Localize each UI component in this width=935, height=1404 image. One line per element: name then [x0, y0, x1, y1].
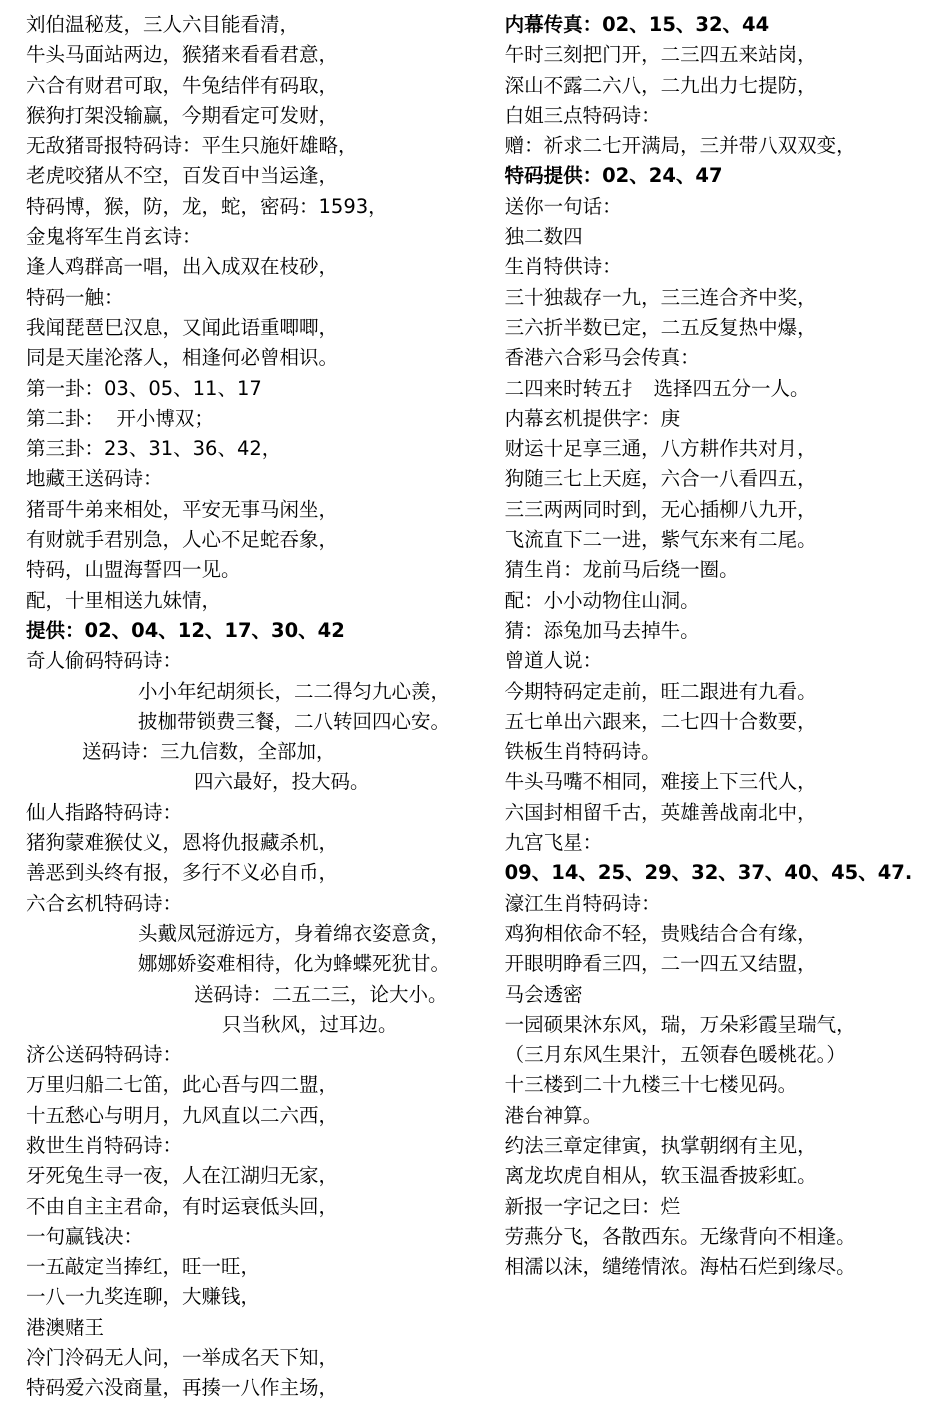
text-line: 今期特码定走前，旺二跟进有九看。 [504, 679, 817, 703]
text-line: 一句赢钱决： [26, 1224, 144, 1248]
text-line: 六合有财君可取，牛兔结伴有码取， [26, 73, 339, 97]
text-line: 离龙坎虎自相从，软玉温香披彩虹。 [504, 1164, 817, 1188]
text-line: 仙人指路特码诗： [26, 800, 183, 824]
text-line: 十五愁心与明月，九风直以二六西， [26, 1103, 339, 1127]
text-line: 内幕玄机提供字：庚 [504, 406, 681, 430]
text-line: 三六折半数已定，二五反复热中爆， [504, 315, 817, 339]
text-line: 披枷带锁费三餐，二八转回四心安。 [138, 709, 451, 733]
text-line: 独二数四 [504, 225, 583, 249]
text-line: 无敌猪哥报特码诗：平生只施奸雄略， [26, 134, 358, 158]
text-line: 白姐三点特码诗： [504, 103, 661, 127]
text-line: 十三楼到二十九楼三十七楼见码。 [504, 1073, 798, 1097]
text-line: 猪狗蒙难猴仗义，恩将仇报藏杀机， [26, 831, 339, 855]
text-line: 逢人鸡群高一唱，出入成双在枝砂， [26, 255, 339, 279]
text-line: 济公送码特码诗： [26, 1043, 183, 1067]
text-line: 内幕传真：02、15、32、44 [504, 13, 770, 36]
text-line: 万里归船二七笛，此心吾与四二盟， [26, 1073, 339, 1097]
text-line: 三十独裁存一九，三三连合齐中奖， [504, 285, 817, 309]
text-line: 冷门泠码无人问，一举成名天下知， [26, 1346, 339, 1370]
text-line: 救世生肖特码诗： [26, 1133, 183, 1157]
text-line: 第三卦：23、31、36、42， [26, 437, 282, 461]
text-line: 我闻琵琶巳汉息，又闻此语重唧唧， [26, 315, 339, 339]
text-line: 六国封相留千古，英雄善战南北中， [504, 800, 817, 824]
text-line: 开眼明睁看三四，二一四五又结盟， [504, 952, 817, 976]
text-line: 娜娜娇姿难相待，化为蜂蝶死犹甘。 [138, 952, 451, 976]
text-line: 特码一触： [26, 285, 124, 309]
text-line: 一八一九奖连聊，大赚钱， [26, 1285, 261, 1309]
text-line: 牙死兔生寻一夜，人在江湖归无家， [26, 1164, 339, 1188]
text-line: 刘伯温秘芨，三人六目能看清， [26, 13, 300, 36]
text-line: 牛头马嘴不相同，难接上下三代人， [504, 770, 817, 794]
text-line: 小小年纪胡须长，二二得匀九心羡， [138, 679, 451, 703]
text-line: 送码诗：二五二三，论大小。 [194, 982, 448, 1006]
text-line: 新报一字记之曰：烂 [504, 1194, 681, 1218]
text-line: 老虎咬猪从不空，百发百中当运逢， [26, 164, 339, 188]
text-line: 提供：02、04、12、17、30、42 [26, 618, 345, 642]
text-line: 特码提供：02、24、47 [504, 164, 723, 188]
text-line: 猜：添兔加马去掉牛。 [504, 618, 700, 642]
text-line: 配，十里相送九妹情， [26, 588, 222, 612]
text-line: 铁板生肖特码诗。 [504, 740, 661, 764]
text-line: 飞流直下二一进，紫气东来有二尾。 [504, 528, 817, 552]
text-line: 特码博，猴，防，龙，蛇，密码：1593， [26, 194, 388, 218]
text-line: 第二卦： 开小博双； [26, 406, 214, 430]
text-line: 不由自主主君命，有时运衰低头回， [26, 1194, 339, 1218]
text-line: 狗随三七上天庭，六合一八看四五， [504, 467, 817, 491]
text-line: 09、14、25、29、32、37、40、45、47. [504, 861, 913, 885]
text-line: 赠：祈求二七开满局，三并带八双双变， [504, 134, 856, 158]
left-column [26, 10, 499, 1404]
text-line: 奇人偷码特码诗： [26, 649, 183, 673]
text-line: 只当秋风，过耳边。 [222, 1012, 398, 1036]
right-column [499, 10, 921, 1282]
text-line: 午时三刻把门开，二三四五来站岗， [504, 43, 817, 67]
text-line: 头戴凤冠游远方，身着绵衣姿意贪， [138, 921, 451, 945]
text-line: 二四来时转五扌 选择四五分一人。 [504, 376, 810, 400]
text-line: 送码诗：三九信数，全部加， [82, 740, 336, 764]
text-line: 濠江生肖特码诗： [504, 891, 661, 915]
text-line: 劳燕分飞，各散西东。无缘背向不相逢。 [504, 1224, 856, 1248]
text-line: 特码，山盟海誓四一见。 [26, 558, 241, 582]
text-line: 送你一句话： [504, 194, 622, 218]
text-line: 一园硕果沐东风，瑞，万朵彩霞呈瑞气， [504, 1012, 856, 1036]
text-line: 马会透密 [504, 982, 583, 1006]
text-line: 六合玄机特码诗： [26, 891, 183, 915]
text-line: （三月东风生果汁，五领春色暖桃花。） [504, 1043, 846, 1067]
text-line: 一五敲定当捧红，旺一旺， [26, 1255, 261, 1279]
text-line: 有财就手君别急，人心不足蛇吞象， [26, 528, 339, 552]
text-line: 牛头马面站两边，猴猪来看看君意， [26, 43, 339, 67]
text-line: 曾道人说： [504, 649, 603, 673]
text-line: 五七单出六跟来，二七四十合数要， [504, 709, 817, 733]
text-line: 香港六合彩马会传真： [504, 346, 700, 370]
text-line: 港台神算。 [504, 1103, 603, 1127]
text-line: 四六最好，投大码。 [194, 770, 370, 794]
text-line: 猜生肖：龙前马后绕一圈。 [504, 558, 739, 582]
text-line: 地藏王送码诗： [26, 467, 163, 491]
text-line: 相濡以沫，缱绻情浓。海枯石烂到缘尽。 [504, 1255, 856, 1279]
text-line: 深山不露二六八，二九出力七提防， [504, 73, 817, 97]
text-line: 三三两两同时到，无心插柳八九开， [504, 497, 817, 521]
text-line: 鸡狗相依命不轻，贵贱结合合有缘， [504, 921, 817, 945]
text-line: 约法三章定律寅，执掌朝纲有主见， [504, 1133, 817, 1157]
text-line: 猪哥牛弟来相处，平安无事马闲坐， [26, 497, 339, 521]
text-line: 善恶到头终有报，多行不义必自币， [26, 861, 339, 885]
text-line: 金鬼将军生肖玄诗： [26, 225, 202, 249]
text-line: 港澳赌王 [26, 1315, 105, 1339]
text-line: 九宫飞星： [504, 831, 603, 855]
text-line: 特码爱六没商量，再揍一八作主场， [26, 1376, 339, 1400]
text-line: 生肖特供诗： [504, 255, 622, 279]
text-line: 第一卦：03、05、11、17 [26, 376, 262, 400]
text-line: 财运十足享三通，八方耕作共对月， [504, 437, 817, 461]
text-line: 配：小小动物住山洞。 [504, 588, 700, 612]
text-line: 猴狗打架没输赢，今期看定可发财， [26, 103, 339, 127]
text-line: 同是天崖沦落人，相逢何必曾相识。 [26, 346, 339, 370]
